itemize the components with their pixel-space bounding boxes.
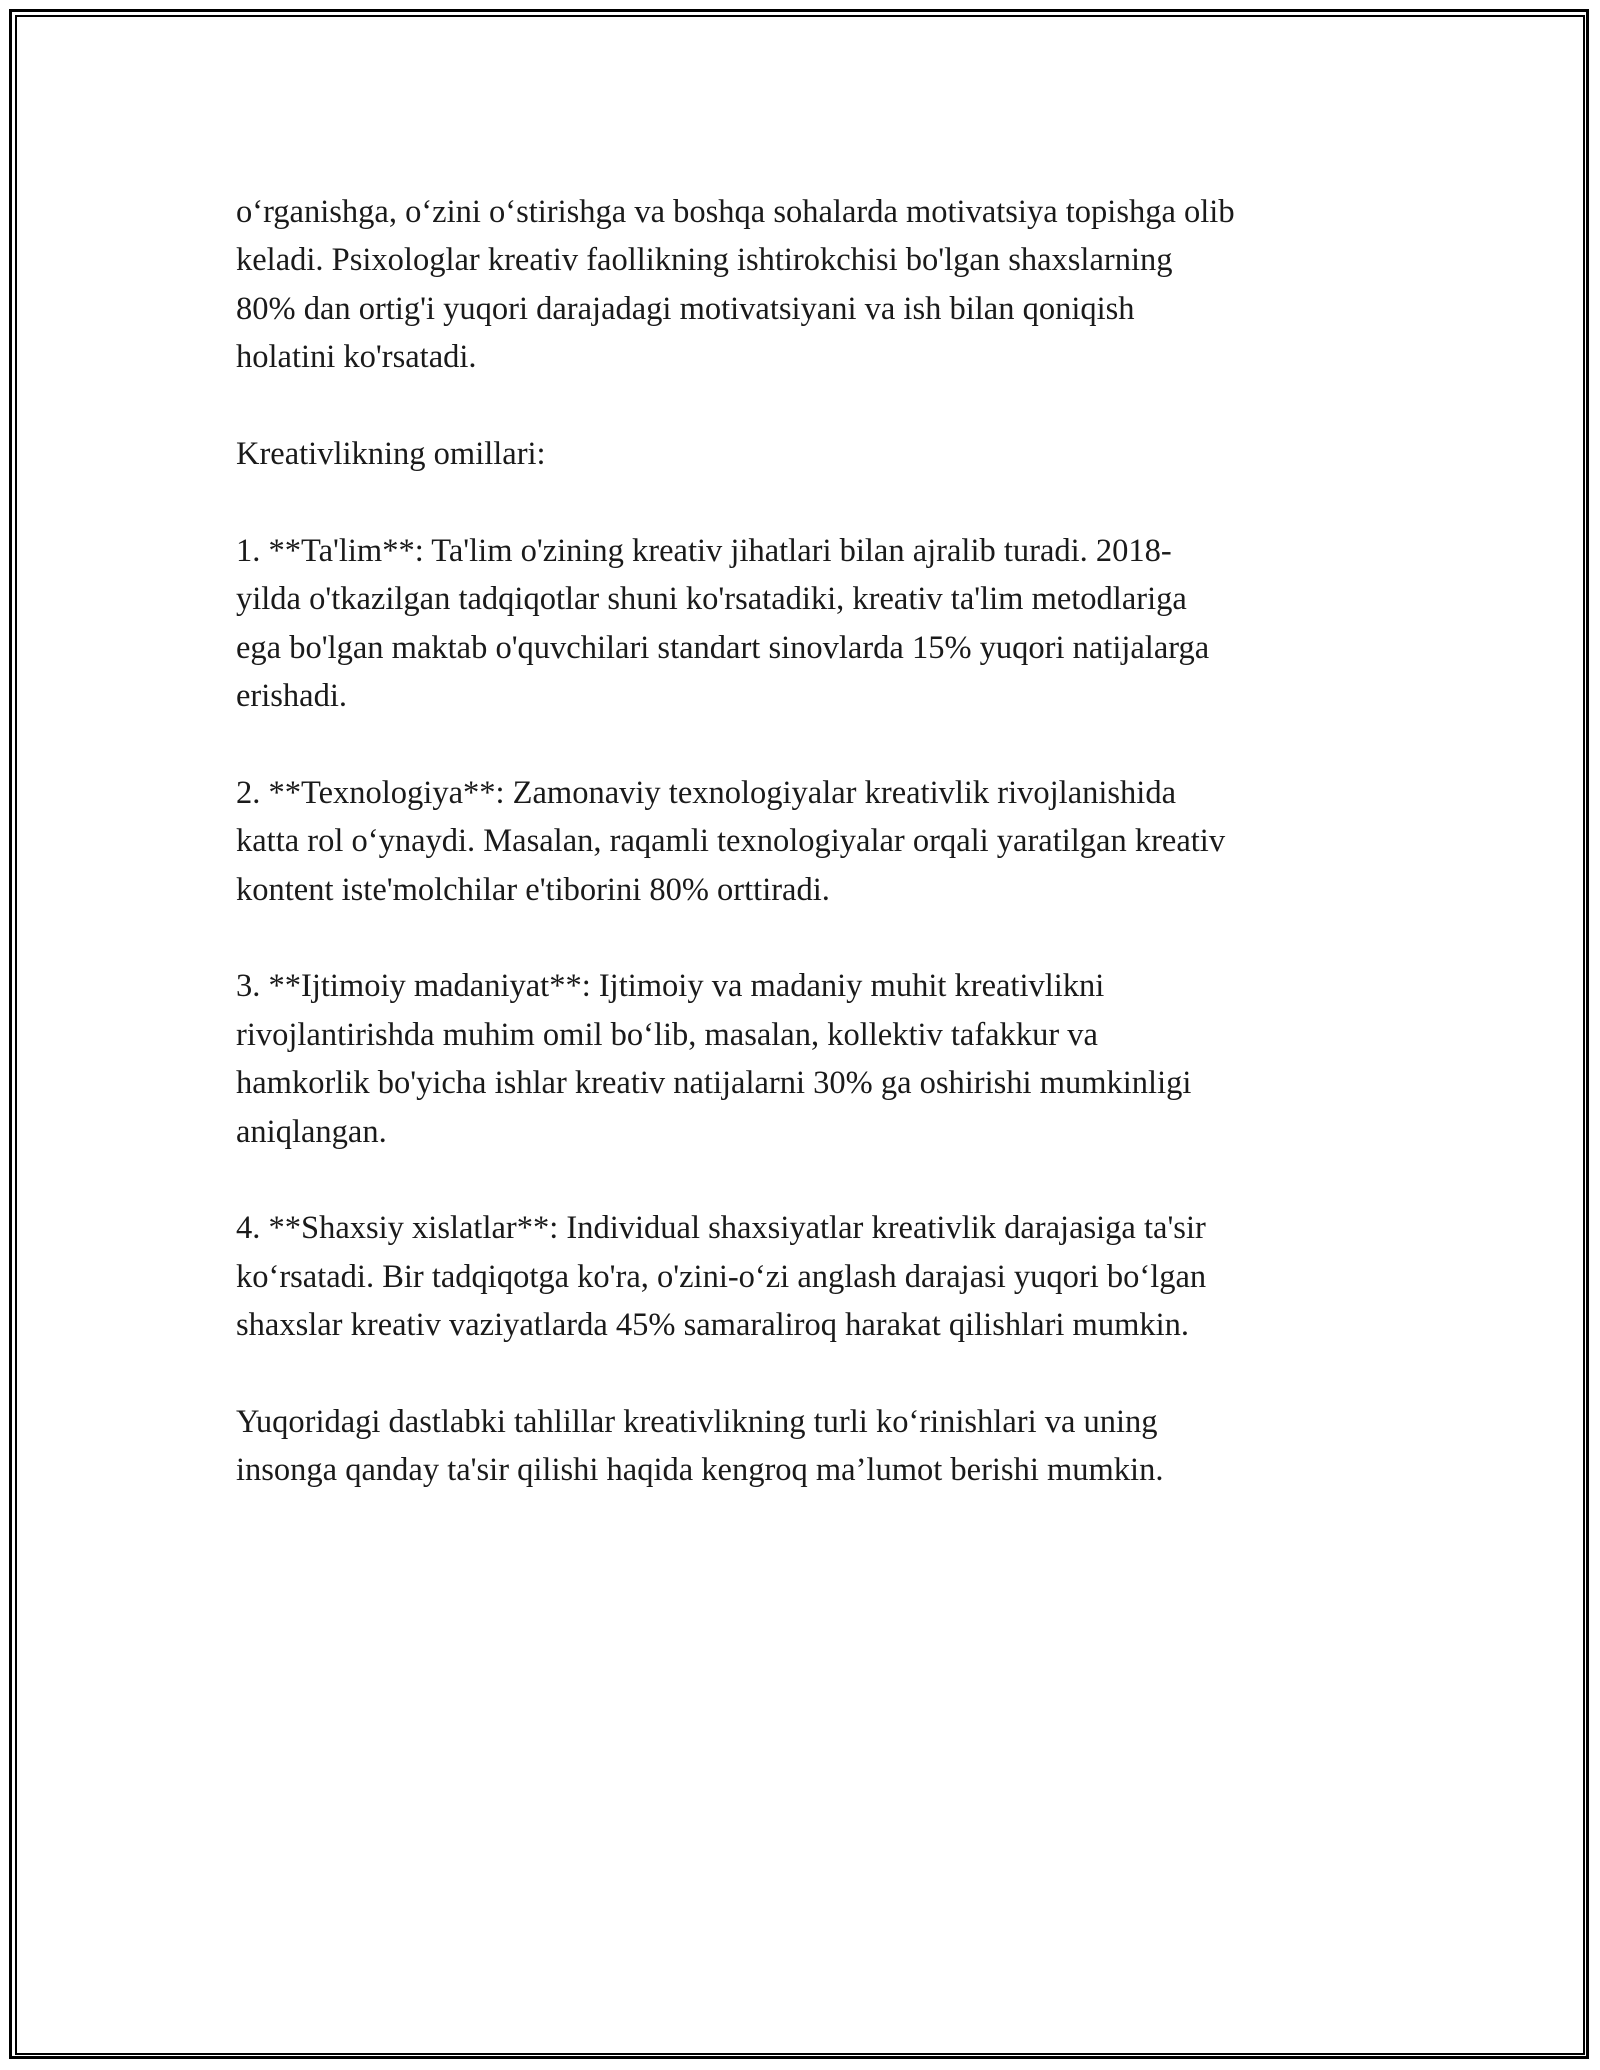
text-line: 3. **Ijtimoiy madaniyat**: Ijtimoiy va madaniy muhit kreativlikni [236,968,1105,1005]
text-line: 1. **Ta'lim**: Ta'lim o'zining kreativ jihatlari bilan ajralib turadi. 2018- [236,532,1172,569]
text-line: insonga qanday ta'sir qilishi haqida kengroq ma’lumot berishi mumkin. [236,1452,1164,1489]
paragraph-conclusion [236,1398,1376,1495]
text-line: oʻrganishga, oʻzini oʻstirishga va boshqa sohalarda motivatsiya topishga olib [236,194,1235,230]
list-item-personal-traits [236,1204,1376,1349]
list-item-technology [236,769,1376,914]
text-line: aniqlangan. [236,1113,387,1150]
text-line: hamkorlik bo'yicha ishlar kreativ natijalarni 30% ga oshirishi mumkinligi [236,1065,1192,1102]
text-line: rivojlantirishda muhim omil boʻlib, masalan, kollektiv tafakkur va [236,1016,1098,1053]
list-item-social-culture [236,962,1376,1156]
text-line: keladi. Psixologlar kreativ faollikning ishtirokchisi bo'lgan shaxslarning [236,242,1173,279]
list-item-education [236,527,1376,721]
text-line: erishadi. [236,678,348,715]
section-heading-factors [236,430,1376,478]
text-line: 2. **Texnologiya**: Zamonaviy texnologiyalar kreativlik rivojlanishida [236,774,1177,811]
text-line: kontent iste'molchilar e'tiborini 80% orttiradi. [236,871,830,908]
text-line: yilda o'tkazilgan tadqiqotlar shuni ko'rsatadiki, kreativ ta'lim metodlariga [236,581,1187,618]
text-line: holatini ko'rsatadi. [236,339,477,376]
text-line: koʻrsatadi. Bir tadqiqotga ko'ra, o'zini-oʻzi anglash darajasi yuqori boʻlgan [236,1258,1207,1295]
text-line: Yuqoridagi dastlabki tahlillar kreativlikning turli koʻrinishlari va uning [236,1404,1158,1441]
document-body [236,188,1376,1543]
text-line: katta rol oʻynaydi. Masalan, raqamli texnologiyalar orqali yaratilgan kreativ [236,823,1226,860]
text-line: Kreativlikning omillari: [236,436,546,473]
paragraph-motivation-continued [236,188,1376,382]
text-line: shaxslar kreativ vaziyatlarda 45% samaraliroq harakat qilishlari mumkin. [236,1307,1190,1344]
text-line: 80% dan ortig'i yuqori darajadagi motivatsiyani va ish bilan qoniqish [236,290,1135,327]
text-line: ega bo'lgan maktab o'quvchilari standart sinovlarda 15% yuqori natijalarga [236,629,1210,666]
text-line: 4. **Shaxsiy xislatlar**: Individual shaxsiyatlar kreativlik darajasiga ta'sir [236,1210,1206,1247]
